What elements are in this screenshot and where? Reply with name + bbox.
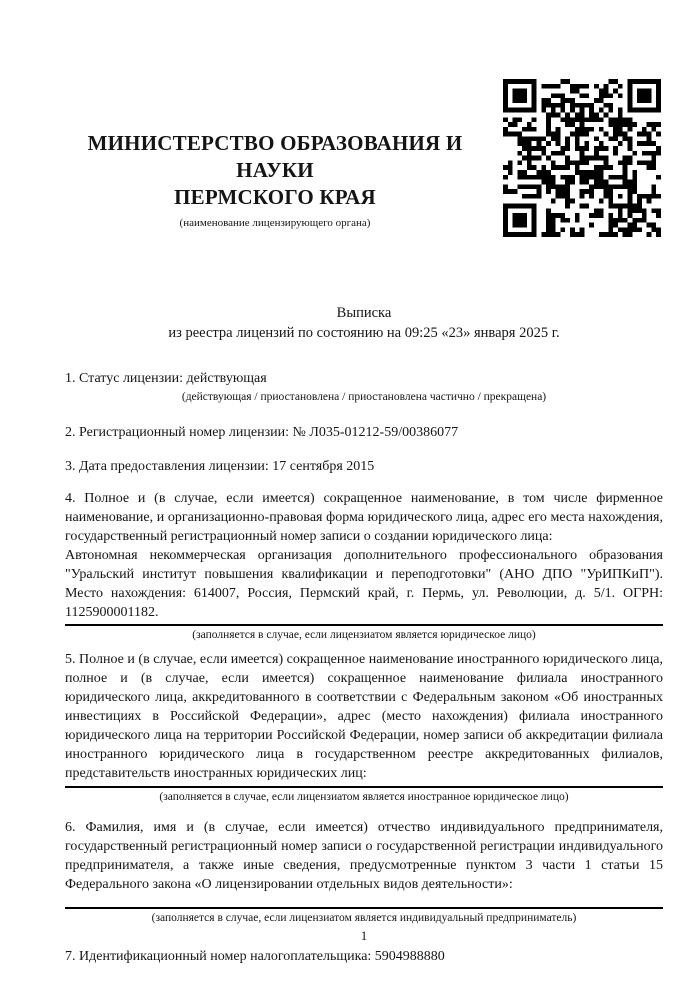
foreign-entity-label: 5. Полное и (в случае, если имеется) сокращенное наименование иностранного юридического лица, полное и (в случае, если имеется) сокращенное наименование филиала иностранного юридического лица, аккредитованного в соответствии с Федеральным законом «Об иностранных инвестициях в Российской Федерации», адрес (место нахождения) филиала иностранного юридического лица на территории Российской Федерации, номер записи об аккредитации филиала иностранного юридического лица в государственном реестре аккредитованных филиалов, представительств иностранных юридических лиц: (65, 652, 663, 781)
legal-entity-item (65, 489, 663, 642)
ministry-name-line2: ПЕРМСКОГО КРАЯ (174, 185, 376, 209)
ministry-name-line1: МИНИСТЕРСТВО ОБРАЗОВАНИЯ И НАУКИ (87, 131, 463, 182)
ministry-header (65, 130, 485, 229)
status-options-caption: (действующая / приостановлена / приостановлена частично / прекращена) (181, 391, 547, 403)
entrepreneur-item (65, 818, 663, 925)
foreign-entity-caption: (заполняется в случае, если лицензиатом является иностранное юридическое лицо) (159, 791, 569, 803)
foreign-entity-item (65, 650, 663, 804)
document-body (65, 369, 663, 966)
separator-line (65, 786, 663, 788)
page-number: 1 (360, 928, 368, 943)
qr-code-icon (503, 78, 661, 238)
license-status-item (65, 369, 663, 404)
legal-entity-caption: (заполняется в случае, если лицензиатом является юридическое лицо) (192, 629, 536, 641)
license-status-text: 1. Статус лицензии: действующая (65, 371, 267, 386)
extract-subtitle: из реестра лицензий по состоянию на 09:25 «23» января 2025 г. (168, 325, 560, 341)
separator-line (65, 907, 663, 909)
licensing-authority-caption: (наименование лицензирующего органа) (179, 217, 371, 229)
separator-line (65, 624, 663, 626)
registration-number-item: 2. Регистрационный номер лицензии: № Л035-01212-59/00386077 (65, 425, 459, 440)
legal-entity-value: Автономная некоммерческая организация дополнительного профессионального образования "Уральский институт повышения квалификации и переподготовки" (АНО ДПО "УрИПКиП"). Место нахождения: 614007, Россия, Пермский край, г. Пермь, ул. Революции, д. 5/1. ОГРН: 1125900001182. (65, 548, 663, 620)
inn-item: 7. Идентификационный номер налогоплательщика: 5904988880 (65, 949, 445, 964)
license-date-item: 3. Дата предоставления лицензии: 17 сентября 2015 (65, 459, 375, 474)
extract-title-block (65, 303, 663, 343)
legal-entity-label: 4. Полное и (в случае, если имеется) сокращенное наименование, в том числе фирменное наименование, и организационно-правовая форма юридического лица, адрес его места нахождения, государственный регистрационный номер записи о создании юридического лица: (65, 491, 663, 544)
entrepreneur-caption: (заполняется в случае, если лицензиатом является индивидуальный предприниматель) (151, 912, 577, 924)
extract-title: Выписка (336, 305, 392, 321)
entrepreneur-label: 6. Фамилия, имя и (в случае, если имеется) отчество индивидуального предпринимателя, государственный регистрационный номер записи о государственной регистрации индивидуального предпринимателя, а также иные сведения, предусмотренные пунктом 3 части 1 статьи 15 Федерального закона «О лицензировании отдельных видов деятельности»: (65, 820, 663, 892)
